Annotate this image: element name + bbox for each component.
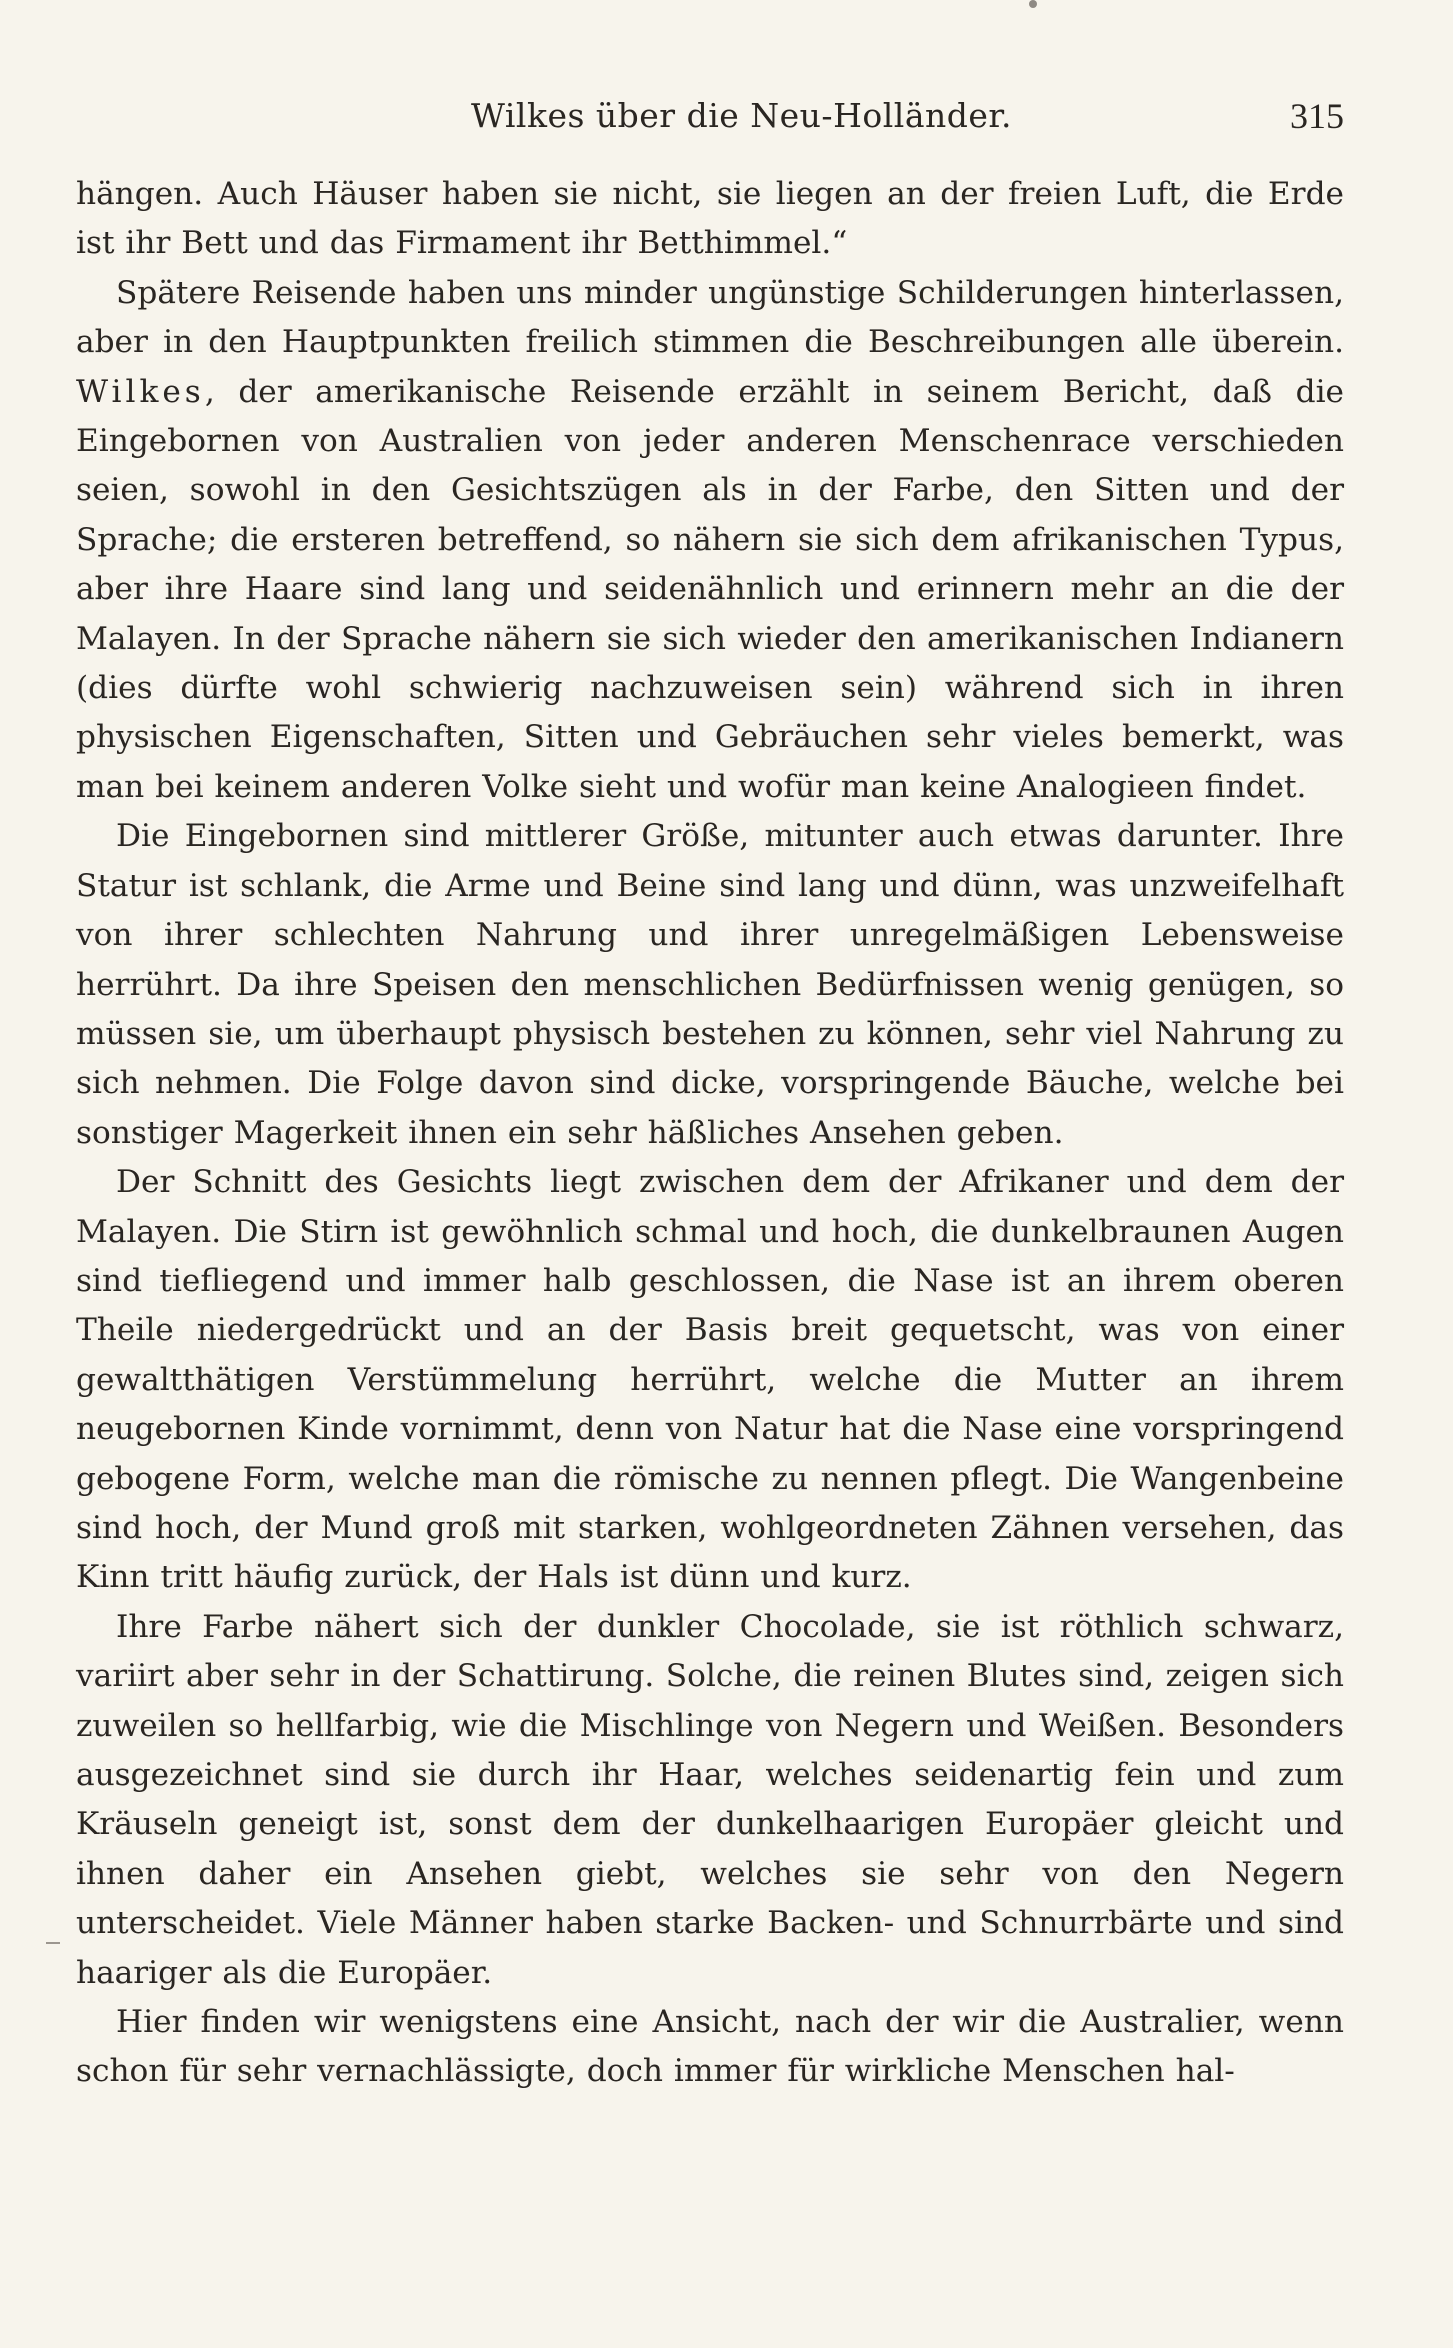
paragraph-5: Ihre Farbe nähert sich der dunkler Chocolade, sie ist röthlich schwarz, variirt aber sehr in der Schattirung. Solche, die reinen Blutes sind, zeigen sich zuweilen so hellfarbig, wie die Mischlinge von Negern und Weißen. Besonders ausgezeichnet sind sie durch ihr Haar, welches seidenartig fein und zum Kräuseln geneigt ist, sonst dem der dunkelhaarigen Europäer gleicht und ihnen daher ein Ansehen giebt, welches sie sehr von den Negern unterscheidet. Viele Männer haben starke Backen- und Schnurrbärte und sind haariger als die Europäer. <box>76 1608 1344 1991</box>
margin-dash <box>46 1942 60 1944</box>
paragraph-3: Die Eingebornen sind mittlerer Größe, mitunter auch etwas darunter. Ihre Statur ist schlank, die Arme und Beine sind lang und dünn, was unzweifelhaft von ihrer schlechten Nahrung und ihrer unregelmäßigen Lebensweise herrührt. Da ihre Speisen den menschlichen Bedürfnissen wenig genügen, so müssen sie, um überhaupt physisch bestehen zu können, sehr viel Nahrung zu sich nehmen. Die Folge davon sind dicke, vorspringende Bäuche, welche bei sonstiger Magerkeit ihnen ein sehr häßliches Ansehen geben. <box>76 818 1344 1151</box>
running-title: Wilkes über die Neu-Holländer. <box>471 96 1013 135</box>
page-number: 315 <box>1290 96 1344 136</box>
body-text <box>76 170 1344 2097</box>
person-name-wilkes: Wilkes <box>76 373 205 410</box>
page-header <box>76 90 1344 142</box>
paragraph-6: Hier finden wir wenigstens eine Ansicht, nach der wir die Australier, wenn schon für sehr vernachlässigte, doch immer für wirkliche Menschen hal- <box>76 2004 1344 2090</box>
paragraph-4: Der Schnitt des Gesichts liegt zwischen dem der Afrikaner und dem der Malayen. Die Stirn ist gewöhnlich schmal und hoch, die dunkelbraunen Augen sind tiefliegend und immer halb geschlossen, die Nase ist an ihrem oberen Theile niedergedrückt und an der Basis breit gequetscht, was von einer gewaltthätigen Verstümmelung herrührt, welche die Mutter an ihrem neugebornen Kinde vornimmt, denn von Natur hat die Nase eine vorspringend gebogene Form, welche man die römische zu nennen pflegt. Die Wangenbeine sind hoch, der Mund groß mit starken, wohlgeordneten Zähnen versehen, das Kinn tritt häufig zurück, der Hals ist dünn und kurz. <box>76 1164 1344 1596</box>
page-mark-dot <box>1029 0 1037 8</box>
book-page <box>76 90 1344 2097</box>
paragraph-2 <box>76 269 1344 812</box>
paragraph-2-rest: , der amerikanische Reisende erzählt in seinem Bericht, daß die Eingebornen von Australien von jeder anderen Menschenrace verschieden seien, sowohl in den Gesichtszügen als in der Farbe, den Sitten und der Sprache; die ersteren betreffend, so nähern sie sich dem afrikanischen Typus, aber ihre Haare sind lang und seidenähnlich und erinnern mehr an die der Malayen. In der Sprache nähern sie sich wieder den amerikanischen Indianern (dies dürfte wohl schwierig nachzuweisen sein) während sich in ihren physischen Eigenschaften, Sitten und Gebräuchen sehr vieles bemerkt, was man bei keinem anderen Volke sieht und wofür man keine Analogieen findet. <box>76 373 1344 805</box>
paragraph-2-start: Spätere Reisende haben uns minder ungünstige Schilderungen hinterlassen, aber in den Hauptpunkten freilich stimmen die Beschreibungen alle überein. <box>76 274 1344 361</box>
paragraph-1: hängen. Auch Häuser haben sie nicht, sie liegen an der freien Luft, die Erde ist ihr Bett und das Firmament ihr Betthimmel.“ <box>76 176 1344 262</box>
